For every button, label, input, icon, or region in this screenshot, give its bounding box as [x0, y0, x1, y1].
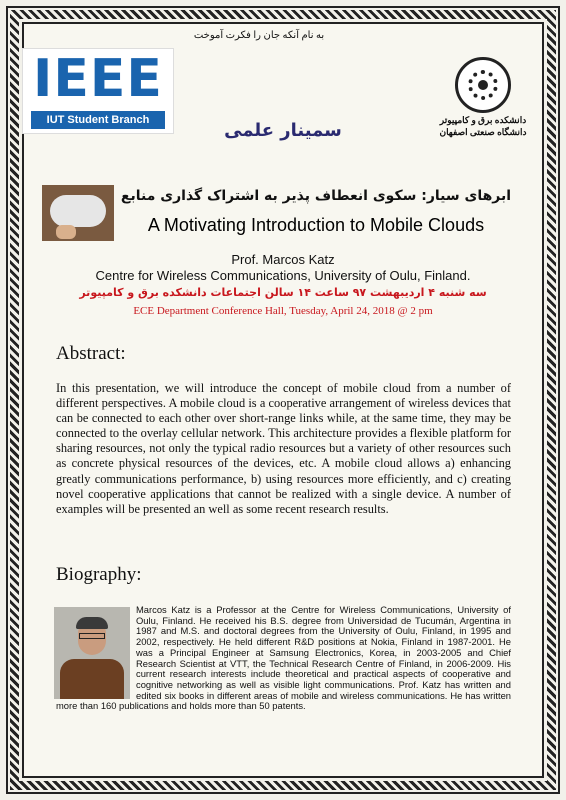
- seminar-title: سمینار علمی: [224, 120, 342, 141]
- university-logo-icon: [455, 57, 511, 113]
- hand-shape: [56, 225, 76, 239]
- speaker-affiliation: Centre for Wireless Communications, University of Oulu, Finland.: [95, 268, 471, 283]
- abstract-heading: Abstract:: [56, 343, 126, 364]
- biography-heading: Biography:: [56, 564, 142, 585]
- basmala: به نام آنکه جان را فکرت آموخت: [193, 30, 325, 41]
- bio-photo-spacer: [56, 605, 136, 693]
- event-date-persian: سه شنبه ۴ اردیبهشت ۹۷ ساعت ۱۴ سالن اجتماعات دانشکده برق و کامپیوتر: [79, 286, 487, 299]
- cloud-shape: [50, 195, 106, 227]
- abstract-text: In this presentation, we will introduce the concept of mobile cloud from a number of different perspectives. A mobile cloud is a cooperative arrangement of wireless devices that can be connected to each other over short-range links while, at the same time, they may be connected to the overlay cellular network. This architecture provides a flexible platform for sharing resources, not only the typical radio resources but a variety of other resources such as concrete physical resources of the devices, etc. A mobile cloud allows a) enhancing greatly communications performance, b) using resources more efficiently, and c) creating novel cooperative applications that cannot be realized with a single device. A number of examples will be presented an well as some recent research results.: [56, 381, 511, 516]
- biography-block: [56, 605, 511, 712]
- speaker-name: Prof. Marcos Katz: [231, 252, 335, 267]
- biography-text: Marcos Katz is a Professor at the Centre for Wireless Communications, University of Oulu, Finland. He received his B.S. degree from Universidad de Tucumán, Argentina in 1987 and M.S. and doctoral degrees from the University of Oulu, Finland, in 1995 and 2002, respectively. He held different R&D positions at Nokia, Finland in 1987-2001. He was a Principal Engineer at Samsung Electronics, Korea, in 2003-2005 and Chief Research Scientist at VTT, the Technical Research Centre of Finland, in 2006-2009. His current research interests include theoretical and practical aspects of cooperative and cognitive networking as well as visible light communications. Prof. Katz has written and edited six books in different areas of mobile and wireless communications. He has written more than 160 publications and holds more than 50 patents.: [56, 604, 511, 712]
- cloud-photo: [42, 185, 114, 241]
- university-name-line1: دانشکده برق و کامپیوتر: [439, 115, 527, 125]
- logo-core: [478, 80, 488, 90]
- ieee-branch-label: IUT Student Branch: [31, 111, 165, 129]
- university-name-line2: دانشگاه صنعتی اصفهان: [439, 127, 527, 137]
- ieee-logo-text: IEEE: [33, 49, 163, 109]
- talk-title-english: A Motivating Introduction to Mobile Clouds: [147, 215, 485, 235]
- event-date-english: ECE Department Conference Hall, Tuesday, April 24, 2018 @ 2 pm: [133, 305, 433, 317]
- talk-title-persian: ابرهای سیار: سکوی انعطاف پذیر به اشتراک گذاری منابع: [120, 188, 512, 204]
